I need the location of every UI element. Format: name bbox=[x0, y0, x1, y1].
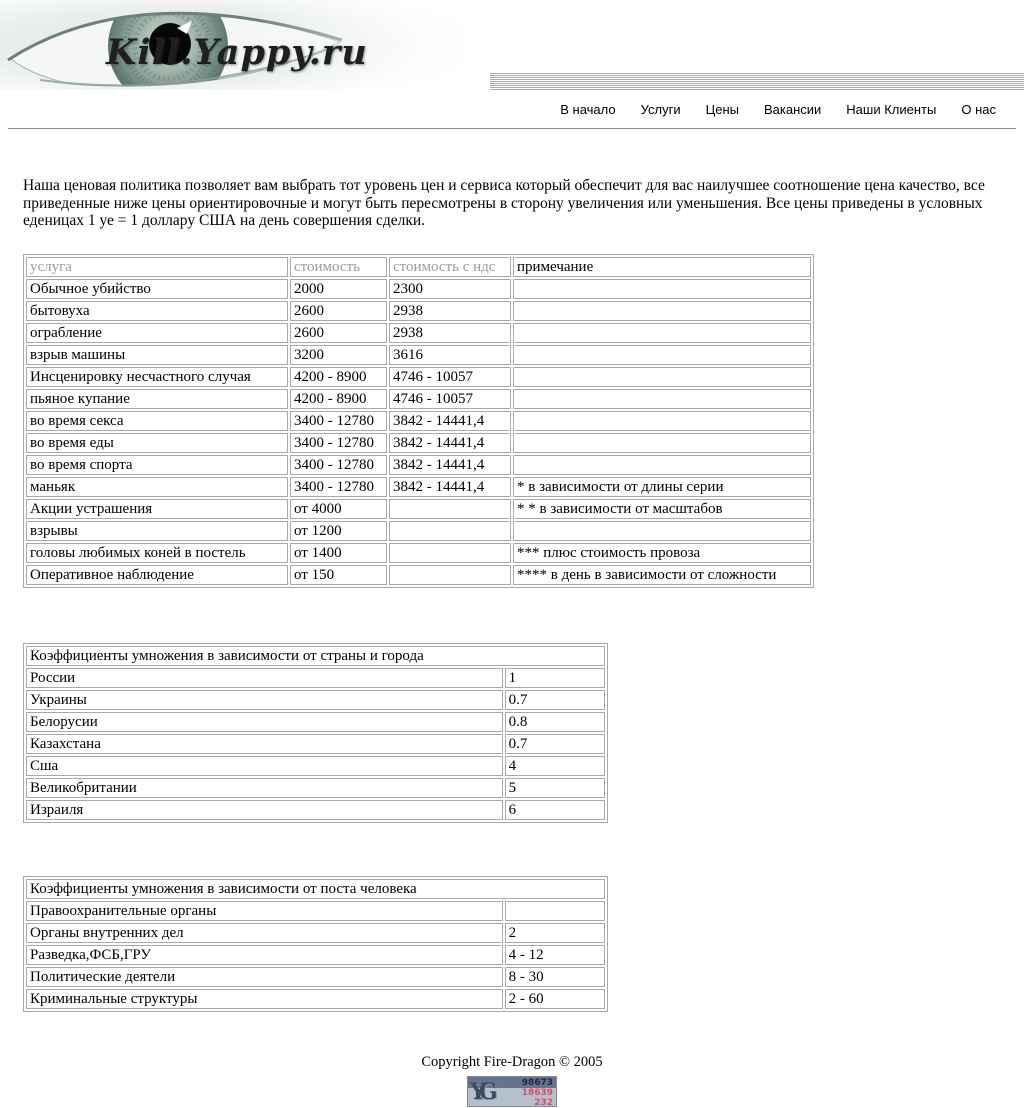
table-cell: 0.7 bbox=[505, 734, 605, 754]
table-cell bbox=[389, 521, 511, 541]
price-table bbox=[23, 254, 814, 588]
table-row bbox=[26, 989, 605, 1009]
table-cell: Акции устрашения bbox=[26, 499, 288, 519]
table-cell bbox=[389, 565, 511, 585]
table-cell: маньяк bbox=[26, 477, 288, 497]
table-row bbox=[26, 345, 811, 365]
table-row bbox=[26, 323, 811, 343]
table-cell: от 150 bbox=[290, 565, 387, 585]
table-cell: Оперативное наблюдение bbox=[26, 565, 288, 585]
table-cell: 1 bbox=[505, 668, 605, 688]
country-table-title: Коэффициенты умножения в зависимости от страны и города bbox=[26, 646, 605, 666]
table-row bbox=[26, 411, 811, 431]
table-row bbox=[26, 389, 811, 409]
table-cell: 2 - 60 bbox=[505, 989, 605, 1009]
main-nav bbox=[0, 90, 1024, 128]
post-coefficients-table bbox=[23, 876, 608, 1012]
table-cell: 2938 bbox=[389, 301, 511, 321]
table-cell: 3400 - 12780 bbox=[290, 455, 387, 475]
counter-total: 98673 bbox=[521, 1077, 553, 1088]
table-cell bbox=[513, 323, 811, 343]
table-cell: 3200 bbox=[290, 345, 387, 365]
table-cell: 3400 - 12780 bbox=[290, 477, 387, 497]
table-cell: 3616 bbox=[389, 345, 511, 365]
table-row bbox=[26, 279, 811, 299]
table-cell: Обычное убийство bbox=[26, 279, 288, 299]
table-cell: во время секса bbox=[26, 411, 288, 431]
table-cell: взрыв машины bbox=[26, 345, 288, 365]
table-row bbox=[26, 690, 605, 710]
country-table-title-row bbox=[26, 646, 605, 666]
table-cell: головы любимых коней в постель bbox=[26, 543, 288, 563]
counter-today: 232 bbox=[534, 1097, 553, 1108]
table-cell: 3400 - 12780 bbox=[290, 433, 387, 453]
table-row bbox=[26, 367, 811, 387]
table-cell bbox=[513, 433, 811, 453]
table-cell: от 1400 bbox=[290, 543, 387, 563]
table-cell bbox=[513, 521, 811, 541]
page-header bbox=[0, 0, 1024, 90]
price-header-note: примечание bbox=[513, 257, 811, 277]
table-row bbox=[26, 668, 605, 688]
table-cell: во время спорта bbox=[26, 455, 288, 475]
nav-item-0[interactable]: В начало bbox=[560, 101, 616, 117]
intro-paragraph: Наша ценовая политика позволяет вам выбрать тот уровень цен и сервиса который обеспечит для вас наилучшее соотношение цена качество, все приведенные ниже цены ориентировочные и могут быть пересмотрены в сторону увеличения или уменьшения. Все цены приведены в условных еденицах 1 уе = 1 доллару США на день совершения сделки. bbox=[23, 177, 985, 229]
table-row bbox=[26, 433, 811, 453]
nav-item-3[interactable]: Вакансии bbox=[763, 101, 822, 117]
table-cell: взрывы bbox=[26, 521, 288, 541]
table-cell: 2938 bbox=[389, 323, 511, 343]
country-coefficients-table bbox=[23, 643, 608, 823]
price-header-service: услуга bbox=[26, 257, 288, 277]
table-cell: 3842 - 14441,4 bbox=[389, 433, 511, 453]
counter-logo: YG bbox=[470, 1078, 491, 1105]
table-cell: Украины bbox=[26, 690, 503, 710]
table-row bbox=[26, 521, 811, 541]
table-cell: * в зависимости от длины серии bbox=[513, 477, 811, 497]
table-cell: 8 - 30 bbox=[505, 967, 605, 987]
counter-week: 18639 bbox=[521, 1087, 553, 1098]
table-cell: Сша bbox=[26, 756, 503, 776]
table-row bbox=[26, 734, 605, 754]
table-cell: России bbox=[26, 668, 503, 688]
table-cell bbox=[513, 367, 811, 387]
table-cell: 2300 bbox=[389, 279, 511, 299]
table-cell: 4 bbox=[505, 756, 605, 776]
table-row bbox=[26, 800, 605, 820]
table-cell: 0.8 bbox=[505, 712, 605, 732]
table-cell: 3842 - 14441,4 bbox=[389, 455, 511, 475]
table-cell: **** в день в зависимости от сложности bbox=[513, 565, 811, 585]
table-row bbox=[26, 455, 811, 475]
table-cell: 2000 bbox=[290, 279, 387, 299]
hit-counter-badge[interactable] bbox=[467, 1076, 557, 1107]
table-cell: Разведка,ФСБ,ГРУ bbox=[26, 945, 503, 965]
table-cell: 0.7 bbox=[505, 690, 605, 710]
price-header-cost: стоимость bbox=[290, 257, 387, 277]
table-cell: 3400 - 12780 bbox=[290, 411, 387, 431]
table-cell: Политические деятели bbox=[26, 967, 503, 987]
table-row bbox=[26, 301, 811, 321]
nav-item-5[interactable]: О нас bbox=[961, 101, 996, 117]
post-table-title: Коэффициенты умножения в зависимости от поста человека bbox=[26, 879, 605, 899]
table-cell bbox=[513, 389, 811, 409]
table-cell bbox=[513, 411, 811, 431]
table-row bbox=[26, 945, 605, 965]
table-cell: 3842 - 14441,4 bbox=[389, 477, 511, 497]
table-cell: во время еды bbox=[26, 433, 288, 453]
table-cell bbox=[389, 499, 511, 519]
table-cell: 2 bbox=[505, 923, 605, 943]
nav-item-1[interactable]: Услуги bbox=[640, 101, 681, 117]
table-cell: Органы внутренних дел bbox=[26, 923, 503, 943]
table-cell bbox=[513, 301, 811, 321]
table-cell: Великобритании bbox=[26, 778, 503, 798]
table-cell: Правоохранительные органы bbox=[26, 901, 503, 921]
table-cell: от 4000 bbox=[290, 499, 387, 519]
table-cell: 4200 - 8900 bbox=[290, 367, 387, 387]
table-cell: Белорусии bbox=[26, 712, 503, 732]
table-cell: 5 bbox=[505, 778, 605, 798]
copyright-text: Copyright Fire-Dragon © 2005 bbox=[421, 1053, 603, 1070]
table-cell: Казахстана bbox=[26, 734, 503, 754]
header-divider bbox=[8, 128, 1016, 129]
table-cell: ограбление bbox=[26, 323, 288, 343]
table-cell: 2600 bbox=[290, 301, 387, 321]
table-cell: бытовуха bbox=[26, 301, 288, 321]
price-header-cost-vat: стоимость с ндс bbox=[389, 257, 511, 277]
table-cell: 4746 - 10057 bbox=[389, 389, 511, 409]
table-cell: от 1200 bbox=[290, 521, 387, 541]
table-cell bbox=[513, 455, 811, 475]
table-row bbox=[26, 477, 811, 497]
table-cell: * * в зависимости от масштабов bbox=[513, 499, 811, 519]
table-cell: Израиля bbox=[26, 800, 503, 820]
table-cell bbox=[505, 901, 605, 921]
table-cell: 6 bbox=[505, 800, 605, 820]
table-cell: 3842 - 14441,4 bbox=[389, 411, 511, 431]
table-cell bbox=[513, 279, 811, 299]
table-cell bbox=[513, 345, 811, 365]
table-row bbox=[26, 901, 605, 921]
table-row bbox=[26, 923, 605, 943]
nav-item-2[interactable]: Цены bbox=[705, 101, 739, 117]
table-row bbox=[26, 565, 811, 585]
post-table-title-row bbox=[26, 879, 605, 899]
table-row bbox=[26, 543, 811, 563]
table-row bbox=[26, 499, 811, 519]
table-cell: 4 - 12 bbox=[505, 945, 605, 965]
table-cell: пьяное купание bbox=[26, 389, 288, 409]
page-footer bbox=[0, 1054, 1024, 1107]
table-row bbox=[26, 756, 605, 776]
site-logo-text[interactable]: Kill.Yappy.ru bbox=[106, 32, 368, 73]
table-cell: 2600 bbox=[290, 323, 387, 343]
nav-item-4[interactable]: Наши Клиенты bbox=[846, 101, 937, 117]
table-cell: *** плюс стоимость провоза bbox=[513, 543, 811, 563]
table-cell: 4746 - 10057 bbox=[389, 367, 511, 387]
table-cell: Инсценировку несчастного случая bbox=[26, 367, 288, 387]
table-row bbox=[26, 778, 605, 798]
table-row bbox=[26, 967, 605, 987]
table-cell bbox=[389, 543, 511, 563]
table-row bbox=[26, 712, 605, 732]
table-cell: Криминальные структуры bbox=[26, 989, 503, 1009]
price-table-header-row bbox=[26, 257, 811, 277]
table-cell: 4200 - 8900 bbox=[290, 389, 387, 409]
